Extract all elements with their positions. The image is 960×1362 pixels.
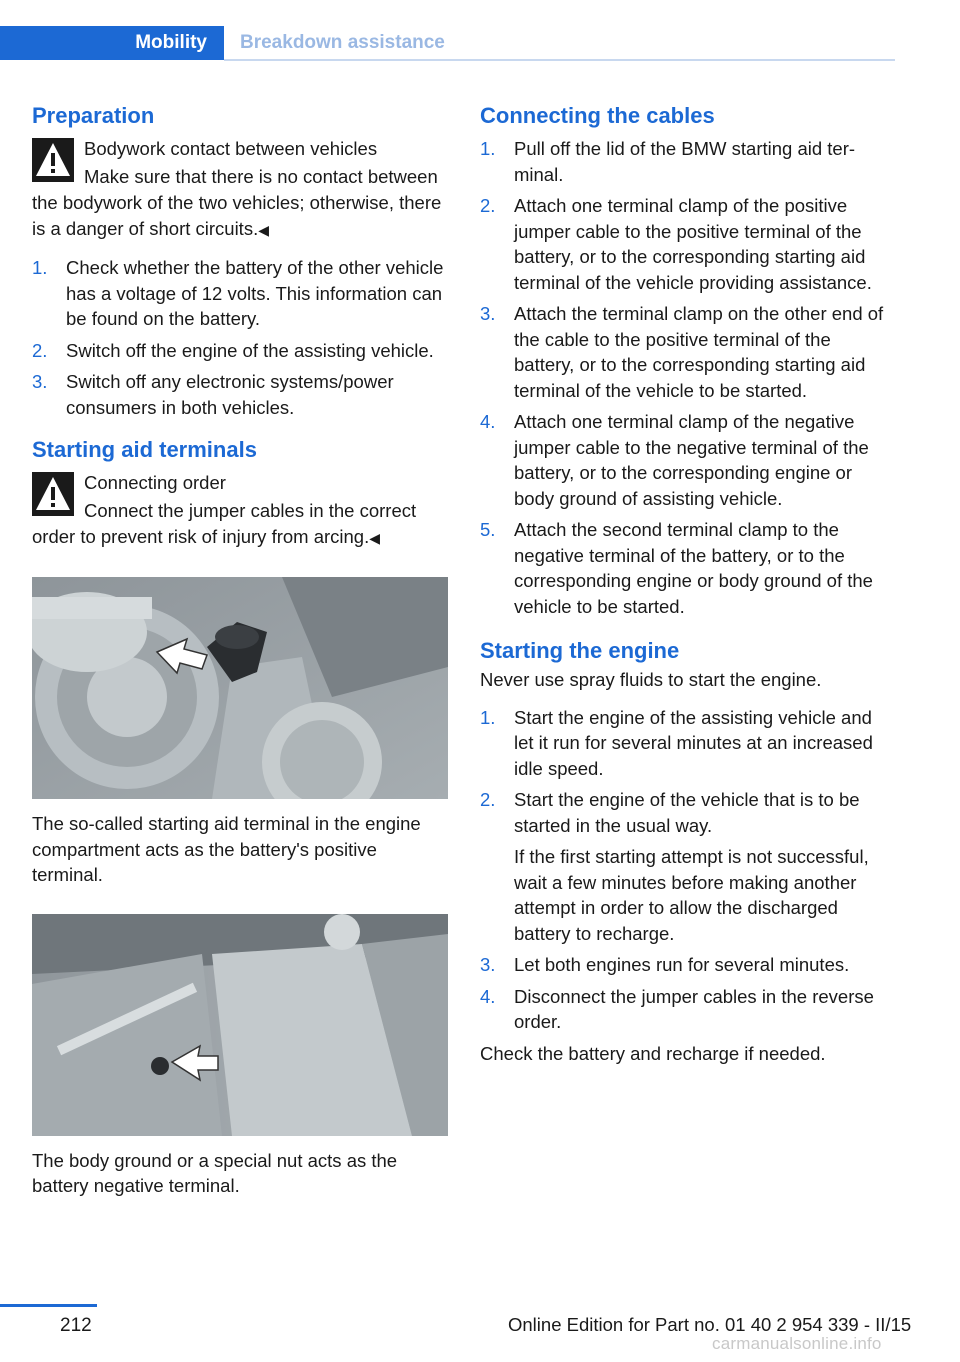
right-column xyxy=(480,100,895,1066)
end-mark-icon: ◀ xyxy=(258,222,269,238)
page-number: 212 xyxy=(60,1315,92,1336)
starting-engine-heading: Starting the engine xyxy=(480,638,680,663)
starting-engine-intro: Never use spray fluids to start the engine. xyxy=(480,669,822,690)
tab-breakdown-assistance[interactable]: Breakdown assistance xyxy=(240,32,445,53)
photo-caption: The body ground or a special nut acts as the battery negative terminal. xyxy=(32,1149,398,1196)
warning-bodywork-contact xyxy=(32,134,450,243)
list-item: 2. Start the engine of the vehicle that is to be started in the usual way. If the first starting attempt is not successful, wait a few minutes before making another attempt in order to allow the discharged battery to recharge. xyxy=(480,789,869,944)
warning-triangle-icon xyxy=(32,138,74,182)
tab-mobility[interactable]: Mobility xyxy=(0,26,224,60)
engine-photo-negative-terminal xyxy=(32,914,448,1136)
list-item: 1. Start the engine of the assisting vehicle and let it run for several minutes at an increased idle speed. xyxy=(480,706,873,779)
list-item: 2. Attach one terminal clamp of the positive jumper cable to the positive terminal of the battery, or to the corresponding starting aid terminal of the vehicle providing assistance. xyxy=(480,195,872,293)
warning-title: Connecting order xyxy=(84,472,226,493)
end-mark-icon: ◀ xyxy=(369,530,381,546)
list-item: 3. Let both engines run for several minutes. xyxy=(480,954,850,975)
list-item: 2. Switch off the engine of the assisting vehicle. xyxy=(32,339,434,361)
edition-text: Online Edition for Part no. 01 40 2 954 339 - II/15 xyxy=(508,1314,912,1335)
connecting-steps xyxy=(480,136,895,619)
starting-aid-terminals-heading: Starting aid terminals xyxy=(32,437,257,462)
warning-connecting-order xyxy=(32,468,450,551)
watermark: carmanualsonline.info xyxy=(712,1334,882,1353)
list-item: 3. Attach the terminal clamp on the other end of the cable to the positive terminal of the battery, or to the corresponding starting aid terminal of the vehicle to be started. xyxy=(480,303,884,401)
header-rule xyxy=(224,59,895,61)
left-column xyxy=(32,100,450,1199)
photo-caption: The so-called starting aid terminal in the engine compartment acts as the battery's positive terminal. xyxy=(32,813,421,885)
warning-triangle-icon xyxy=(32,472,74,516)
list-item: 1. Pull off the lid of the BMW starting aid terminal. xyxy=(480,138,856,185)
preparation-heading: Preparation xyxy=(32,103,155,128)
list-item: 5. Attach the second terminal clamp to the negative terminal of the battery, or to the corresponding engine or body ground of the vehicle to be started. xyxy=(480,519,873,617)
list-item: 4. Disconnect the jumper cables in the reverse order. xyxy=(480,985,874,1032)
warning-title: Bodywork contact between vehicles xyxy=(84,138,378,159)
preparation-steps xyxy=(32,255,450,420)
page-header xyxy=(0,26,895,62)
list-item: 4. Attach one terminal clamp of the negative jumper cable to the negative terminal of the battery, or to the corresponding engine or body ground of assisting vehicle. xyxy=(480,411,869,509)
starting-engine-outro: Check the battery and recharge if needed. xyxy=(480,1042,826,1064)
list-item: 1. Check whether the battery of the other vehicle has a voltage of 12 volts. This information can be found on the battery. xyxy=(32,257,444,329)
engine-photo-positive-terminal xyxy=(32,577,448,799)
list-item: 3. Switch off any electronic systems/power consumers in both vehicles. xyxy=(32,371,394,418)
connecting-cables-heading: Connecting the cables xyxy=(480,103,715,128)
footer-bar xyxy=(0,1304,97,1307)
starting-engine-steps xyxy=(480,705,895,1035)
warning-text: Connect the jumper cables in the correct order to prevent risk of injury from arcing.◀ xyxy=(32,500,417,547)
warning-text: Make sure that there is no contact between the bodywork of the two vehicles; otherwise, there is a danger of short circuits.◀ xyxy=(32,166,442,239)
